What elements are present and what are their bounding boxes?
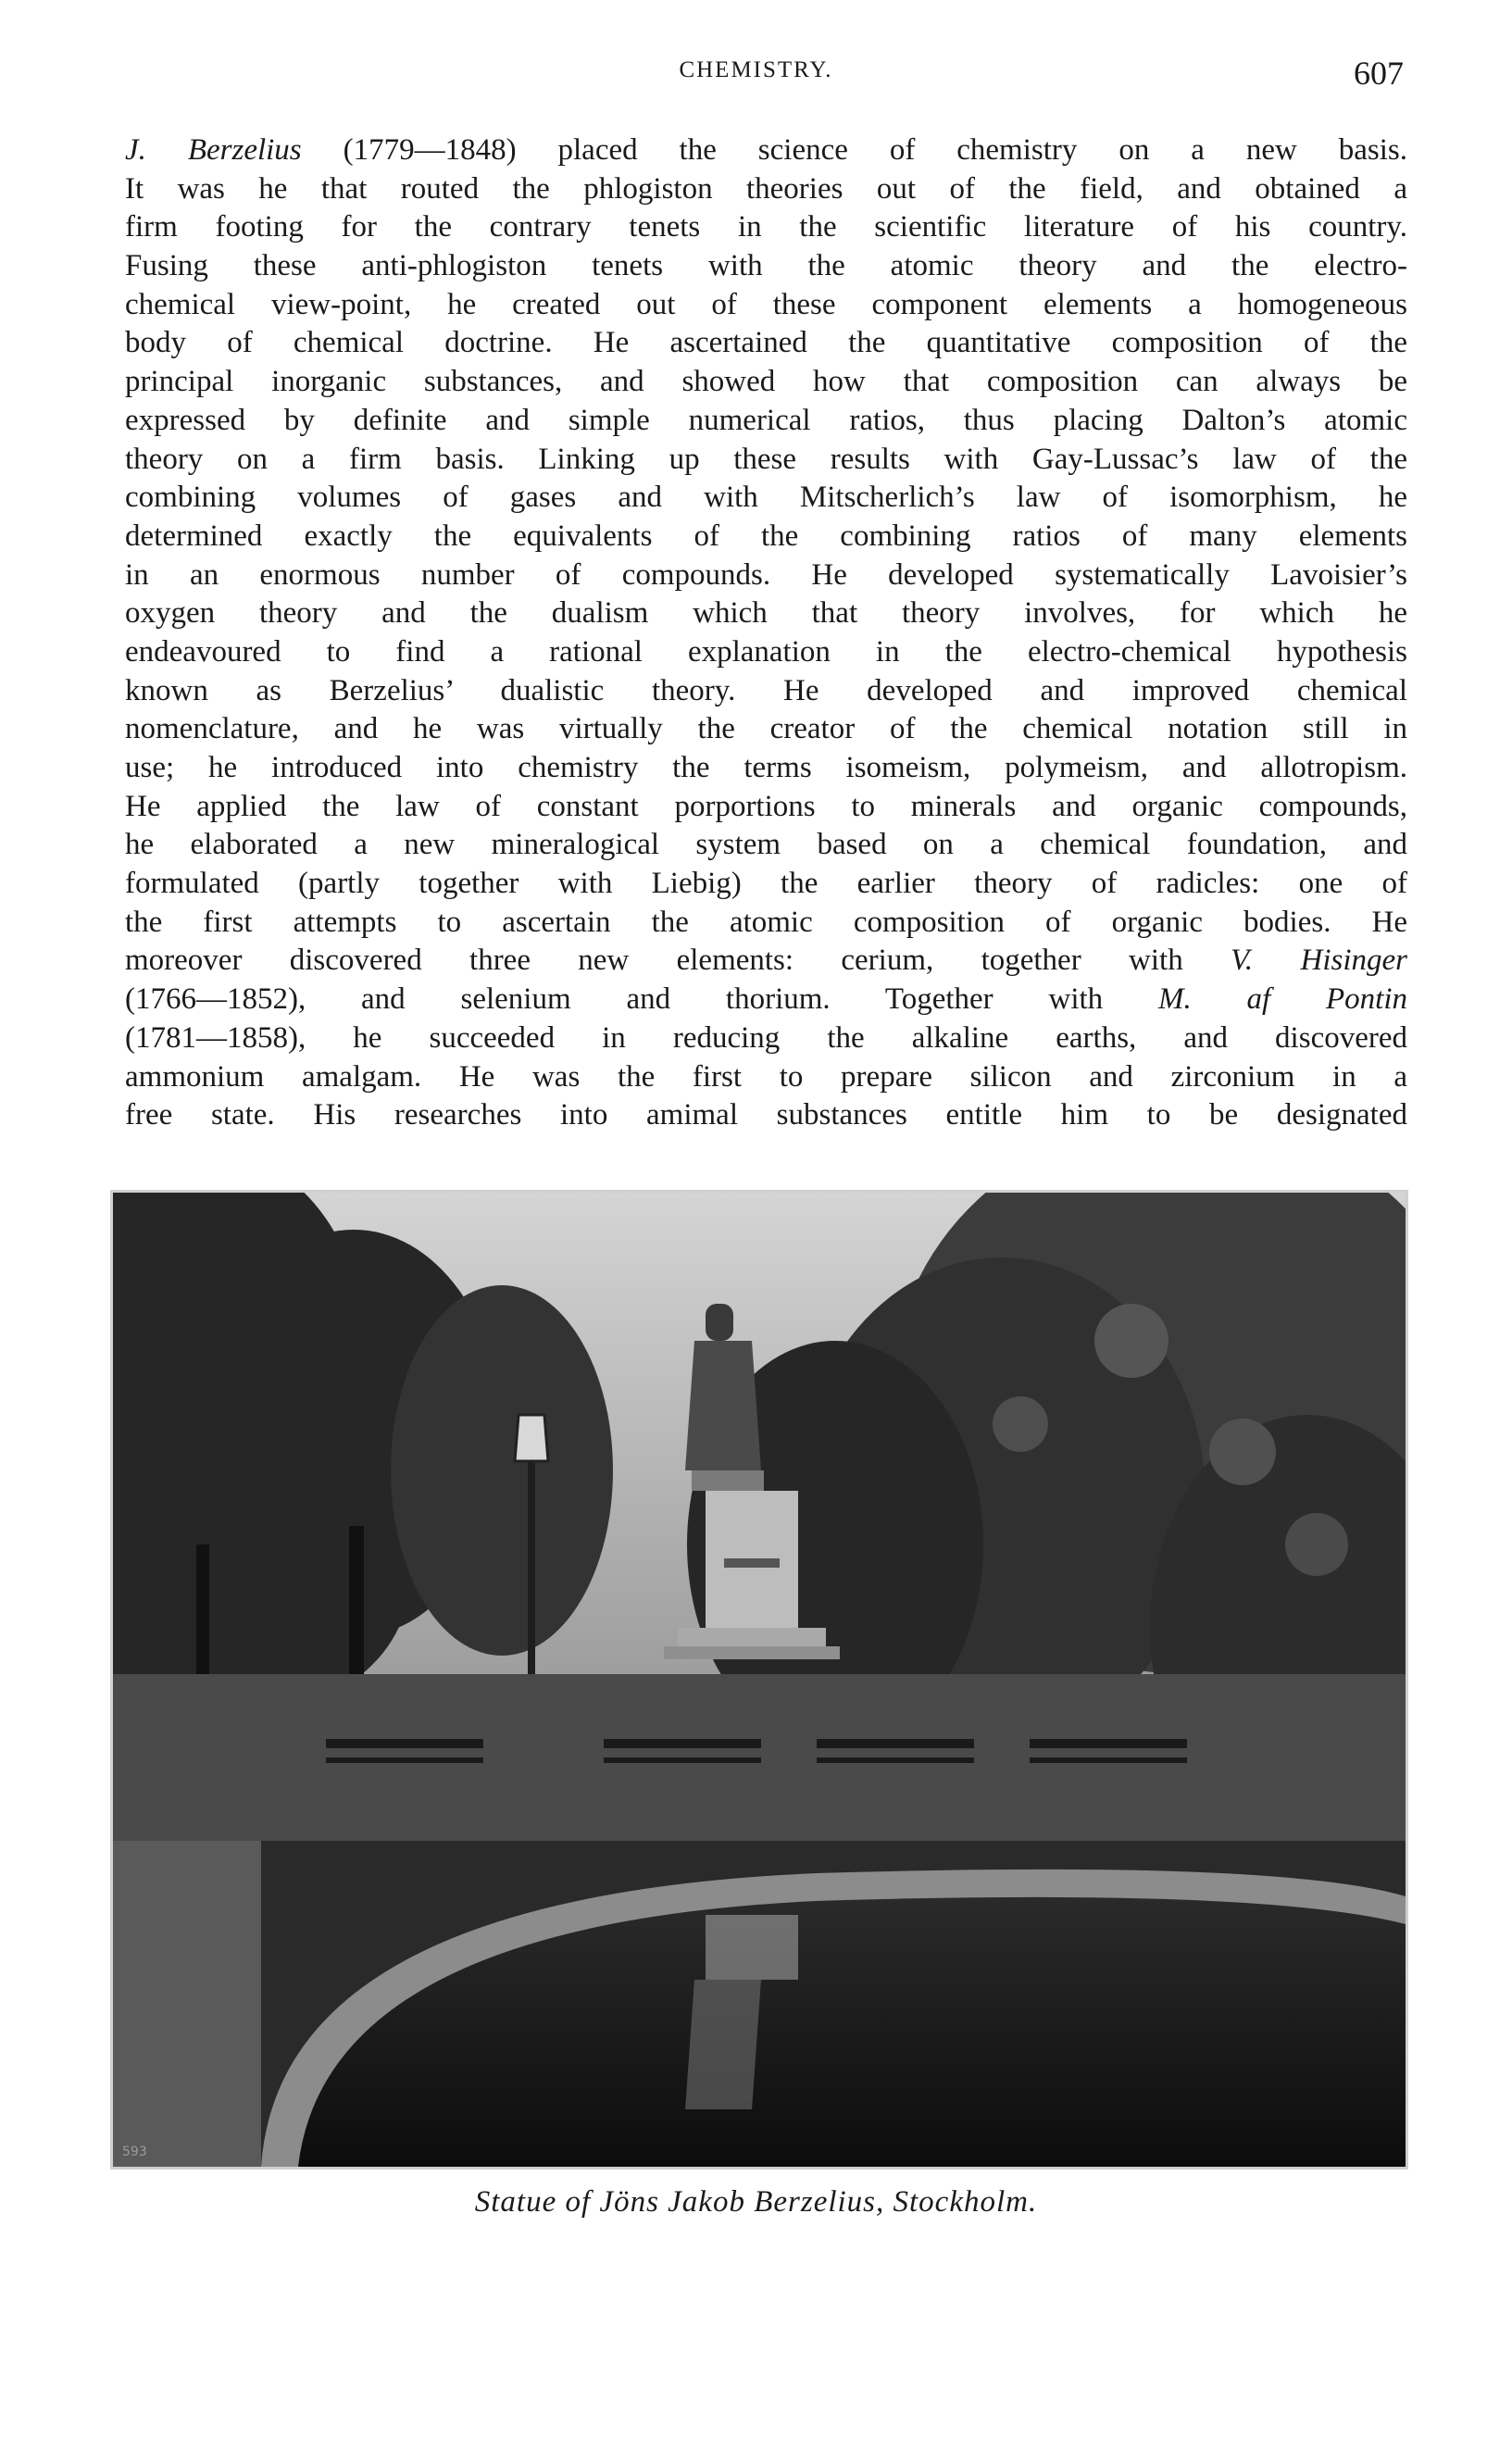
text-run: body of chemical doctrine. He ascertained the quantitative composition of the [125,326,1407,360]
text-line [125,672,1407,711]
text-run: the first attempts to ascertain the atomic composition of organic bodies. He [125,905,1407,939]
text-run: formulated (partly together with Liebig) the earlier theory of radicles: one of [125,867,1407,901]
text-run: in an enormous number of compounds. He developed systematically Lavoisier’s [125,557,1407,592]
text-line [125,942,1407,981]
text-run: free state. His researches into amimal substances entitle him to be designated [125,1098,1407,1132]
text-line [125,441,1407,480]
text-line [125,710,1407,749]
text-run: nomenclature, and he was virtually the creator of the chemical notation still in [125,712,1407,746]
text-run: (1781—1858), he succeeded in reducing the alkaline earths, and discovered [125,1020,1407,1055]
text-run: (1779—1848) placed the science of chemistry on a new basis. [301,133,1408,167]
body-paragraph [125,131,1407,1135]
text-line [125,131,1407,170]
text-run: he elaborated a new mineralogical system based on a chemical foundation, and [125,828,1407,862]
text-line [125,324,1407,363]
text-run: principal inorganic substances, and showed how that composition can always be [125,365,1407,399]
text-line [125,1096,1407,1135]
page-number: 607 [1354,55,1404,92]
text-run: oxygen theory and the dualism which that theory involves, for which he [125,596,1407,631]
text-run: chemical view-point, he created out of these component elements a homogeneous [125,287,1407,321]
foreground-path [113,1841,261,2167]
text-line [125,633,1407,672]
text-line [125,247,1407,286]
running-head [0,54,1512,91]
plate-number: 593 [122,2145,147,2159]
text-line [125,363,1407,402]
text-line [125,556,1407,595]
text-run: moreover discovered three new elements: cerium, together with [125,944,1231,978]
text-run: Fusing these anti-phlogiston tenets with the atomic theory and the electro- [125,249,1407,283]
text-line [125,904,1407,943]
text-run: firm footing for the contrary tenets in the scientific literature of his country. [125,210,1407,244]
text-run: (1766—1852), and selenium and thorium. Together with [125,982,1158,1017]
text-run: endeavoured to find a rational explanation in the electro-chemical hypothesis [125,634,1407,669]
text-line [125,1058,1407,1097]
text-line [125,981,1407,1019]
text-run: theory on a firm basis. Linking up these results with Gay-Lussac’s law of the [125,442,1407,476]
text-line [125,286,1407,325]
text-line [125,594,1407,633]
text-run: ammonium amalgam. He was the first to prepare silicon and zirconium in a [125,1059,1407,1094]
text-run: known as Berzelius’ dualistic theory. He developed and improved chemical [125,673,1407,707]
text-run: use; he introduced into chemistry the terms isomeism, polymeism, and allotropism. [125,751,1407,784]
text-line [125,479,1407,518]
text-run: determined exactly the equivalents of the combining ratios of many elements [125,519,1407,553]
text-line [125,788,1407,827]
text-line [125,865,1407,904]
statue-photo-illustration [113,1193,1406,2167]
text-line [125,402,1407,441]
text-run: expressed by definite and simple numerical ratios, thus placing Dalton’s atomic [125,403,1407,437]
running-title: CHEMISTRY. [679,57,833,82]
text-line [125,208,1407,247]
text-line [125,1019,1407,1058]
italic-name: V. Hisinger [1231,944,1407,978]
statue-photograph [113,1193,1406,2167]
italic-name: M. af Pontin [1157,982,1407,1017]
text-run: It was he that routed the phlogiston theories out of the field, and obtained a [125,171,1407,206]
text-line [125,749,1407,788]
text-line [125,518,1407,556]
text-line [125,826,1407,865]
text-run: He applied the law of constant porportions to minerals and organic compounds, [125,789,1407,823]
figure-caption: Statue of Jöns Jakob Berzelius, Stockholm. [474,2185,1038,2219]
text-run: combining volumes of gases and with Mitscherlich’s law of isomorphism, he [125,481,1407,515]
italic-name: J. Berzelius [125,133,302,167]
text-line [125,170,1407,209]
